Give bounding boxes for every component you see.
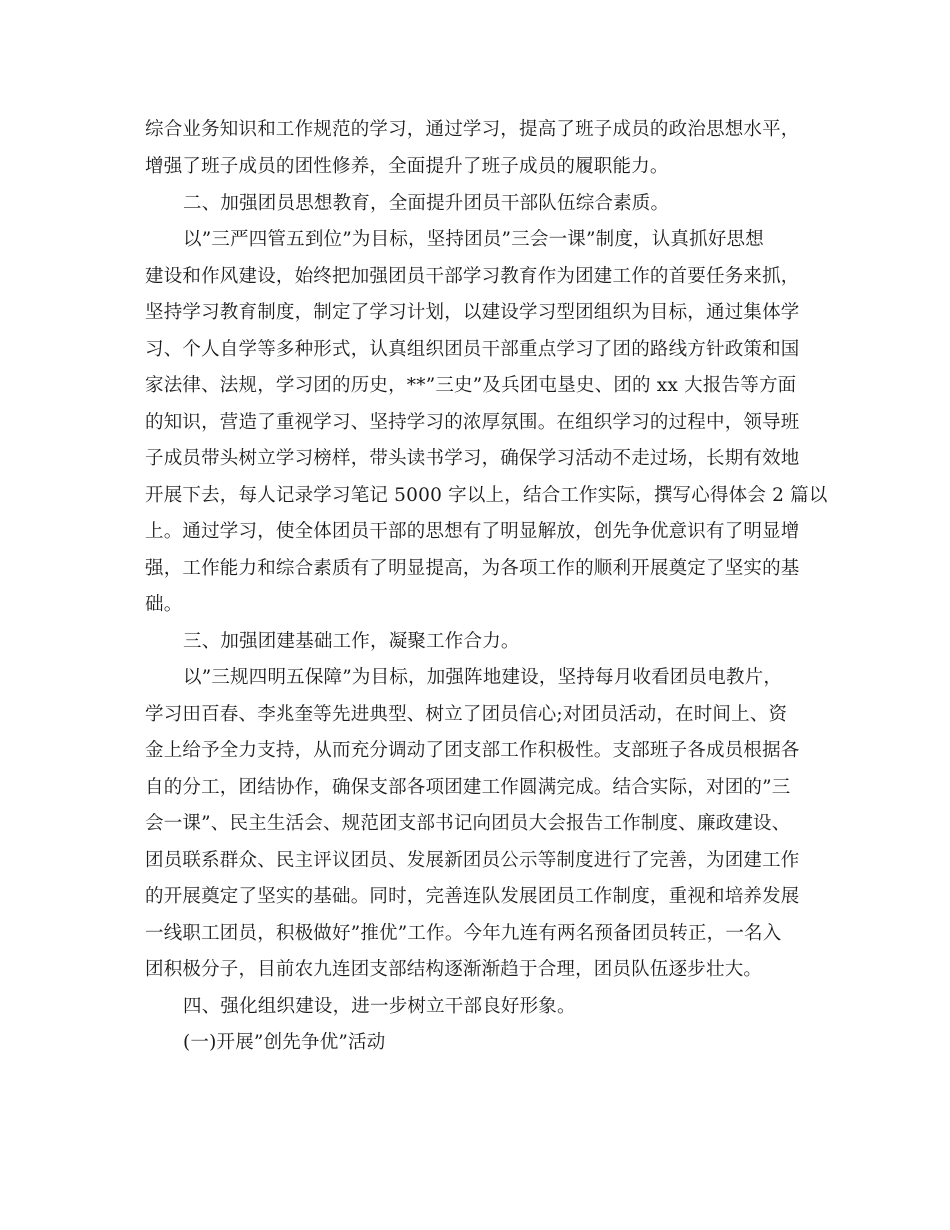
body-line: 开展下去，每人记录学习笔记 5000 字以上，结合工作实际，撰写心得体会 2 篇以 xyxy=(145,485,828,506)
body-line: 团员联系群众、民主评议团员、发展新团员公示等制度进行了完善，为团建工作 xyxy=(145,850,800,871)
body-line: 的开展奠定了坚实的基础。同时，完善连队发展团员工作制度，重视和培养发展 xyxy=(145,886,800,907)
body-line: 增强了班子成员的团性修养，全面提升了班子成员的履职能力。 xyxy=(145,156,669,177)
body-line: 自的分工，团结协作，确保支部各项团建工作圆满完成。结合实际，对团的”三 xyxy=(145,777,791,798)
body-line: 子成员带头树立学习榜样，带头读书学习，确保学习活动不走过场，长期有效地 xyxy=(145,448,800,469)
body-line: 以”三规四明五保障”为目标，加强阵地建设，坚持每月收看团员电教片， xyxy=(183,667,783,688)
body-line: 家法律、法规，学习团的历史，**”三史”及兵团屯垦史、团的 xx 大报告等方面 xyxy=(145,375,797,396)
body-line: 团积极分子，目前农九连团支部结构逐渐渐趋于合理，团员队伍逐步壮大。 xyxy=(145,959,763,980)
body-line: 学习田百春、李兆奎等先进典型、树立了团员信心;对团员活动，在时间上、资 xyxy=(145,704,788,725)
body-line: 金上给予全力支持，从而充分调动了团支部工作积极性。支部班子各成员根据各 xyxy=(145,740,800,761)
body-line: 会一课”、民主生活会、规范团支部书记向团员大会报告工作制度、廉政建设、 xyxy=(145,813,791,834)
section-heading-4: 四、强化组织建设，进一步树立干部良好形象。 xyxy=(183,996,576,1017)
section-heading-2: 二、加强团员思想教育，全面提升团员干部队伍综合素质。 xyxy=(183,193,670,214)
subsection-heading: (一)开展”创先争优”活动 xyxy=(183,1032,386,1053)
body-line: 强，工作能力和综合素质有了明显提高，为各项工作的顺利开展奠定了坚实的基 xyxy=(145,558,800,579)
body-line: 础。 xyxy=(145,594,183,615)
body-line: 以”三严四管五到位”为目标，坚持团员”三会一课”制度，认真抓好思想 xyxy=(183,229,764,250)
body-line: 上。通过学习，使全体团员干部的思想有了明显解放，创先争优意识有了明显增 xyxy=(145,521,800,542)
body-line: 的知识，营造了重视学习、坚持学习的浓厚氛围。在组织学习的过程中，领导班 xyxy=(145,412,800,433)
body-line: 习、个人自学等多种形式，认真组织团员干部重点学习了团的路线方针政策和国 xyxy=(145,339,800,360)
body-line: 一线职工团员，积极做好”推优”工作。今年九连有两名预备团员转正，一名入 xyxy=(145,923,782,944)
body-line: 坚持学习教育制度，制定了学习计划，以建设学习型团组织为目标，通过集体学 xyxy=(145,302,800,323)
section-heading-3: 三、加强团建基础工作，凝聚工作合力。 xyxy=(183,631,520,652)
body-line: 建设和作风建设，始终把加强团员干部学习教育作为团建工作的首要任务来抓， xyxy=(145,266,800,287)
body-line: 综合业务知识和工作规范的学习，通过学习，提高了班子成员的政治思想水平， xyxy=(145,119,800,140)
